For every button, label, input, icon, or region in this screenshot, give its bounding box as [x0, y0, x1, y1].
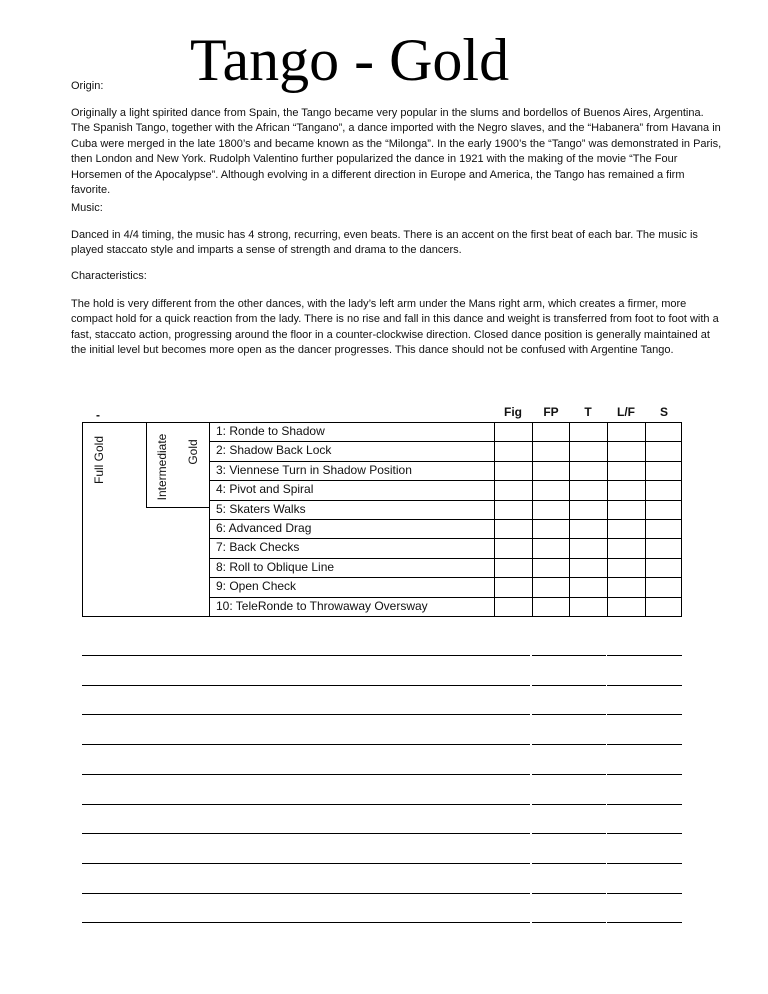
score-cell-t[interactable] [569, 480, 607, 499]
score-cell-lf[interactable] [607, 461, 645, 480]
score-cell-s[interactable] [645, 558, 683, 577]
column-divider [494, 422, 495, 616]
music-label: Music: [71, 202, 103, 214]
score-cell-s[interactable] [645, 441, 683, 460]
music-text: Danced in 4/4 timing, the music has 4 strong, recurring, even beats. There is an accent on the first beat of each bar. The music is played staccato style and imparts a sense of strength and drama to the dancers. [71, 229, 698, 257]
note-line[interactable] [532, 774, 606, 775]
score-cell-t[interactable] [569, 461, 607, 480]
score-cell-fig[interactable] [494, 441, 532, 460]
note-line[interactable] [532, 833, 606, 834]
note-line[interactable] [607, 922, 682, 923]
score-cell-s[interactable] [645, 597, 683, 616]
dash-mark: - [96, 408, 100, 422]
characteristics-label: Characteristics: [71, 270, 147, 282]
score-cell-lf[interactable] [607, 597, 645, 616]
note-line[interactable] [607, 714, 682, 715]
column-divider [645, 422, 646, 616]
score-cell-lf[interactable] [607, 480, 645, 499]
note-line[interactable] [607, 893, 682, 894]
column-header-t: T [584, 405, 592, 419]
characteristics-text: The hold is very different from the other dances, with the lady’s left arm under the Mans right arm, which creates a firmer, more compact hold for a quick reaction from the lady. There is no rise and fall in this dance and weight is transferred from foot to foot with a fast, staccato action, progressing around the floor in a counter-clockwise direction. Closed dance position is generally maintained at the initial level but becomes more open as the dancer progresses. This dance should not be confused with Argentine Tango. [71, 298, 719, 357]
column-divider [569, 422, 570, 616]
score-cell-fig[interactable] [494, 480, 532, 499]
column-header-lf: L/F [617, 405, 635, 419]
figure-row: 2: Shadow Back Lock [216, 443, 332, 458]
note-line[interactable] [82, 922, 530, 923]
note-line[interactable] [82, 833, 530, 834]
note-line[interactable] [532, 744, 606, 745]
note-line[interactable] [82, 685, 530, 686]
score-cell-t[interactable] [569, 538, 607, 557]
score-cell-lf[interactable] [607, 538, 645, 557]
level-gold: Gold [186, 439, 200, 465]
figure-row: 4: Pivot and Spiral [216, 482, 314, 497]
note-line[interactable] [532, 893, 606, 894]
score-cell-s[interactable] [645, 577, 683, 596]
score-cell-s[interactable] [645, 422, 683, 441]
figure-row: 8: Roll to Oblique Line [216, 559, 335, 574]
note-line[interactable] [532, 655, 606, 656]
figure-row: 10: TeleRonde to Throwaway Oversway [216, 598, 428, 613]
note-line[interactable] [607, 655, 682, 656]
score-cell-fp[interactable] [532, 519, 570, 538]
column-header-fig: Fig [504, 405, 522, 419]
page-title: Tango - Gold [190, 27, 510, 93]
score-cell-fig[interactable] [494, 461, 532, 480]
column-header-fp: FP [543, 405, 559, 419]
score-cell-fp[interactable] [532, 558, 570, 577]
score-cell-fp[interactable] [532, 500, 570, 519]
score-cell-t[interactable] [569, 441, 607, 460]
intermediate-bottom-border [146, 507, 210, 508]
score-cell-lf[interactable] [607, 422, 645, 441]
figure-row: 6: Advanced Drag [216, 521, 312, 535]
score-cell-fig[interactable] [494, 422, 532, 441]
note-line[interactable] [82, 714, 530, 715]
note-line[interactable] [82, 804, 530, 805]
score-cell-fp[interactable] [532, 422, 570, 441]
column-divider [607, 422, 608, 616]
score-cell-lf[interactable] [607, 577, 645, 596]
score-cell-fig[interactable] [494, 519, 532, 538]
note-line[interactable] [82, 863, 530, 864]
figure-row: 1: Ronde to Shadow [216, 424, 325, 438]
column-header-s: S [659, 405, 668, 419]
note-line[interactable] [532, 685, 606, 686]
score-cell-fp[interactable] [532, 538, 570, 557]
origin-text: Originally a light spirited dance from Spain, the Tango became very popular in the slums and bordellos of Buenos Aires, Argentina. The Spanish Tango, together with the African “Tangano”, a dance imported with the Negro slaves, and the “Habanera” from Havana in Cuba were merged in the late 1800’s and became known as the “Milonga”. In the early 1900’s the “Tango” was demonstrated in Paris, then London and New York. Rudolph Valentino further popularized the dance in 1921 with the making of the movie “The Four Horsemen of the Apocalypse”. Although evolving in a different direction in Europe and America, the Tango has remained a firm favorite. [71, 107, 722, 197]
score-cell-s[interactable] [645, 519, 683, 538]
score-cell-fig[interactable] [494, 597, 532, 616]
score-cell-fig[interactable] [494, 577, 532, 596]
score-cell-s[interactable] [645, 461, 683, 480]
score-cell-fig[interactable] [494, 558, 532, 577]
score-cell-t[interactable] [569, 500, 607, 519]
score-cell-fp[interactable] [532, 597, 570, 616]
note-line[interactable] [82, 655, 530, 656]
table-bottom-border [82, 616, 682, 617]
note-line[interactable] [607, 744, 682, 745]
score-cell-t[interactable] [569, 577, 607, 596]
score-cell-fig[interactable] [494, 500, 532, 519]
note-line[interactable] [82, 774, 530, 775]
note-line[interactable] [532, 714, 606, 715]
score-cell-fig[interactable] [494, 538, 532, 557]
score-cell-lf[interactable] [607, 441, 645, 460]
note-line[interactable] [607, 804, 682, 805]
score-cell-fp[interactable] [532, 480, 570, 499]
note-line[interactable] [607, 685, 682, 686]
note-line[interactable] [607, 863, 682, 864]
score-cell-fp[interactable] [532, 577, 570, 596]
figure-row: 5: Skaters Walks [216, 501, 306, 516]
score-cell-t[interactable] [569, 422, 607, 441]
figure-row: 3: Viennese Turn in Shadow Position [216, 462, 412, 477]
score-cell-lf[interactable] [607, 519, 645, 538]
score-cell-s[interactable] [645, 500, 683, 519]
score-cell-t[interactable] [569, 597, 607, 616]
score-cell-fp[interactable] [532, 461, 570, 480]
score-cell-s[interactable] [645, 480, 683, 499]
origin-label: Origin: [71, 80, 104, 92]
column-divider [532, 422, 533, 616]
note-line[interactable] [532, 804, 606, 805]
note-line[interactable] [532, 863, 606, 864]
score-cell-t[interactable] [569, 558, 607, 577]
score-cell-t[interactable] [569, 519, 607, 538]
note-line[interactable] [82, 893, 530, 894]
level-full-gold: Full Gold [92, 435, 106, 485]
score-cell-s[interactable] [645, 538, 683, 557]
figure-row: 7: Back Checks [216, 540, 300, 555]
score-cell-lf[interactable] [607, 558, 645, 577]
intermediate-left-border [146, 422, 147, 507]
note-line[interactable] [82, 744, 530, 745]
level-intermediate: Intermediate [155, 433, 169, 501]
score-cell-lf[interactable] [607, 500, 645, 519]
figure-row: 9: Open Check [216, 579, 297, 594]
score-cell-fp[interactable] [532, 441, 570, 460]
note-line[interactable] [607, 833, 682, 834]
full-gold-left-border [82, 422, 83, 616]
note-line[interactable] [532, 922, 606, 923]
note-line[interactable] [607, 774, 682, 775]
